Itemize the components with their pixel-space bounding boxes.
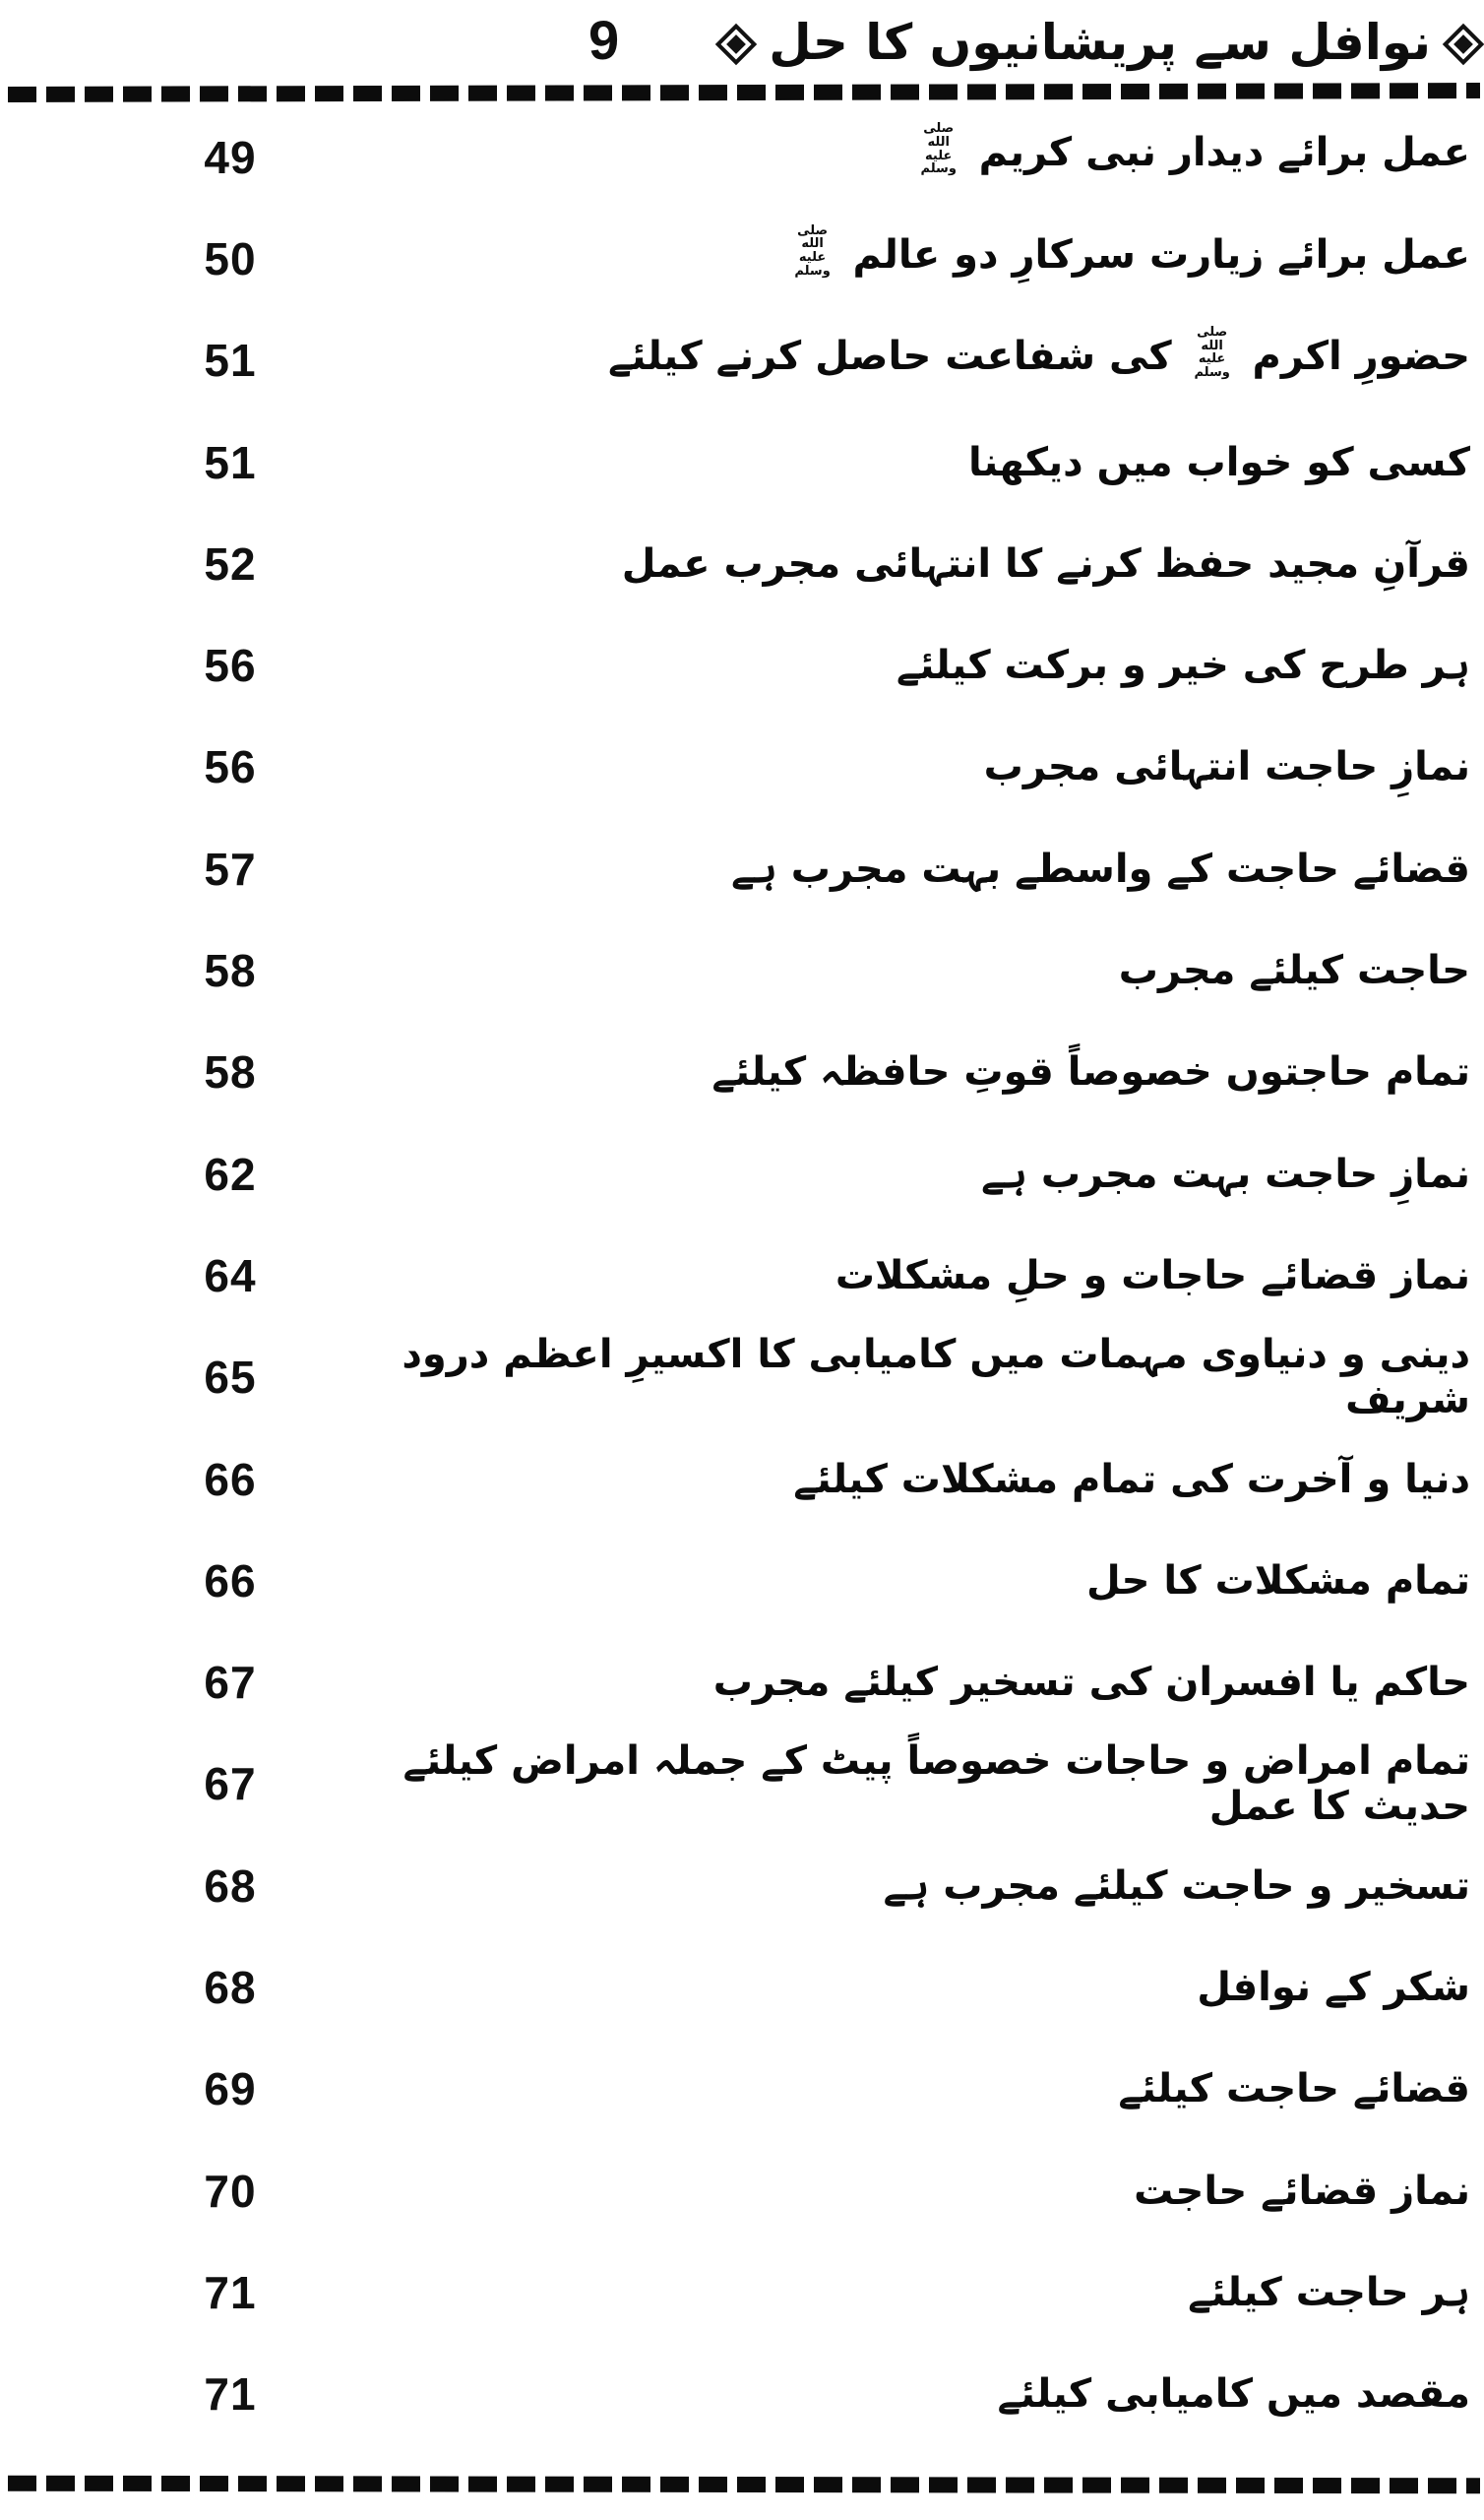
dashed-divider-bottom — [8, 2476, 1480, 2494]
book-title: نوافل سے پریشانیوں کا حل — [769, 14, 1431, 71]
entry-page-number: 67 — [204, 1758, 257, 1810]
ornament-icon — [715, 24, 757, 65]
toc-row — [0, 717, 1484, 818]
entry-page-number: 58 — [204, 945, 257, 997]
entry-page-number: 70 — [204, 2165, 257, 2217]
entry-title: قضائے حاجت کیلئے — [1118, 2066, 1470, 2112]
toc-row — [0, 106, 1484, 208]
toc-row — [0, 1733, 1484, 1835]
toc-row — [0, 1022, 1484, 1123]
entry-title: نماز قضائے حاجت — [1134, 2168, 1470, 2214]
entry-page-number: 56 — [204, 640, 257, 692]
entry-title: شکر کے نوافل — [1197, 1964, 1470, 2010]
toc-row — [0, 1225, 1484, 1326]
entry-page-number: 58 — [204, 1046, 257, 1099]
entry-title: کسی کو خواب میں دیکھنا — [968, 439, 1470, 485]
toc-row — [0, 310, 1484, 411]
entry-page-number: 67 — [204, 1657, 257, 1709]
entry-title: تسخیر و حاجت کیلئے مجرب ہے — [883, 1862, 1470, 1909]
entry-page-number: 66 — [204, 1554, 257, 1606]
toc-row — [0, 513, 1484, 614]
toc-row — [0, 2344, 1484, 2445]
toc-row — [0, 1835, 1484, 1936]
entry-page-number: 65 — [204, 1352, 257, 1404]
entry-title: حضورِ اکرم صلى الله عليه وسلم کی شفاعت حاصل کرنے کیلئے — [607, 324, 1470, 380]
toc-row — [0, 1631, 1484, 1732]
entry-page-number: 64 — [204, 1249, 257, 1301]
entry-title: نماز قضائے حاجات و حلِ مشکلات — [835, 1252, 1470, 1298]
entry-page-number: 49 — [204, 131, 257, 183]
entry-title: تمام امراض و حاجات خصوصاً پیٹ کے جملہ امراض کیلئے حدیث کا عمل — [402, 1738, 1470, 1830]
entry-title: قرآنِ مجید حفظ کرنے کا انتہائی مجرب عمل — [621, 540, 1470, 587]
entry-title: عمل برائے زیارت سرکارِ دو عالم صلى الله عليه وسلم — [786, 232, 1470, 286]
sallallahu-honorific-mark: صلى الله عليه وسلم — [794, 222, 831, 279]
entry-page-number: 51 — [204, 436, 257, 488]
toc-row — [0, 2039, 1484, 2140]
entry-page-number: 57 — [204, 843, 257, 895]
toc-row — [0, 919, 1484, 1021]
entry-page-number: 56 — [204, 741, 257, 793]
entry-page-number: 62 — [204, 1148, 257, 1200]
entry-title: تمام مشکلات کا حل — [1085, 1557, 1470, 1604]
dashed-divider-top — [8, 83, 1480, 102]
toc-row — [0, 2241, 1484, 2343]
ornament-icon — [1443, 24, 1484, 65]
entry-title: ہر طرح کی خیر و برکت کیلئے — [896, 643, 1470, 689]
toc-row — [0, 1123, 1484, 1225]
entry-title: تمام حاجتوں خصوصاً قوتِ حافظہ کیلئے — [711, 1049, 1470, 1096]
entry-title: نمازِ حاجت انتہائی مجرب — [983, 744, 1470, 790]
toc-row — [0, 411, 1484, 513]
toc-row — [0, 1327, 1484, 1428]
entry-title: مقصد میں کامیابی کیلئے — [997, 2371, 1470, 2418]
entry-title: قضائے حاجت کے واسطے بہت مجرب ہے — [730, 846, 1470, 892]
toc-row — [0, 1936, 1484, 2038]
toc-row — [0, 2140, 1484, 2241]
entry-title: حاجت کیلئے مجرب — [1118, 948, 1470, 994]
toc-row — [0, 1428, 1484, 1530]
entry-title: دینی و دنیاوی مہمات میں کامیابی کا اکسیرِ اعظم درود شریف — [402, 1332, 1470, 1423]
entry-page-number: 68 — [204, 1961, 257, 2013]
toc-row — [0, 208, 1484, 309]
entry-page-number: 68 — [204, 1859, 257, 1912]
toc-row — [0, 1530, 1484, 1631]
toc-row — [0, 818, 1484, 919]
sallallahu-honorific-mark: صلى الله عليه وسلم — [920, 121, 957, 177]
entry-page-number: 71 — [204, 2266, 257, 2318]
page-number: 9 — [588, 9, 622, 71]
entry-title: عمل برائے دیدار نبی کریم صلى الله عليه وسلم — [912, 130, 1470, 184]
entry-title: حاکم یا افسران کی تسخیر کیلئے مجرب — [712, 1660, 1470, 1706]
entry-page-number: 50 — [204, 232, 257, 284]
entry-title: نمازِ حاجت بہت مجرب ہے — [981, 1151, 1470, 1197]
entry-page-number: 51 — [204, 335, 257, 387]
entry-title: دنیا و آخرت کی تمام مشکلات کیلئے — [793, 1456, 1470, 1502]
toc-list — [0, 106, 1484, 2445]
toc-row — [0, 614, 1484, 716]
sallallahu-honorific-mark: صلى الله عليه وسلم — [1194, 324, 1230, 380]
entry-page-number: 66 — [204, 1453, 257, 1505]
book-title-cluster — [721, 0, 1478, 89]
page-header — [0, 0, 1484, 89]
entry-title: ہر حاجت کیلئے — [1188, 2269, 1470, 2315]
entry-page-number: 71 — [204, 2368, 257, 2421]
entry-page-number: 69 — [204, 2063, 257, 2115]
entry-page-number: 52 — [204, 537, 257, 590]
